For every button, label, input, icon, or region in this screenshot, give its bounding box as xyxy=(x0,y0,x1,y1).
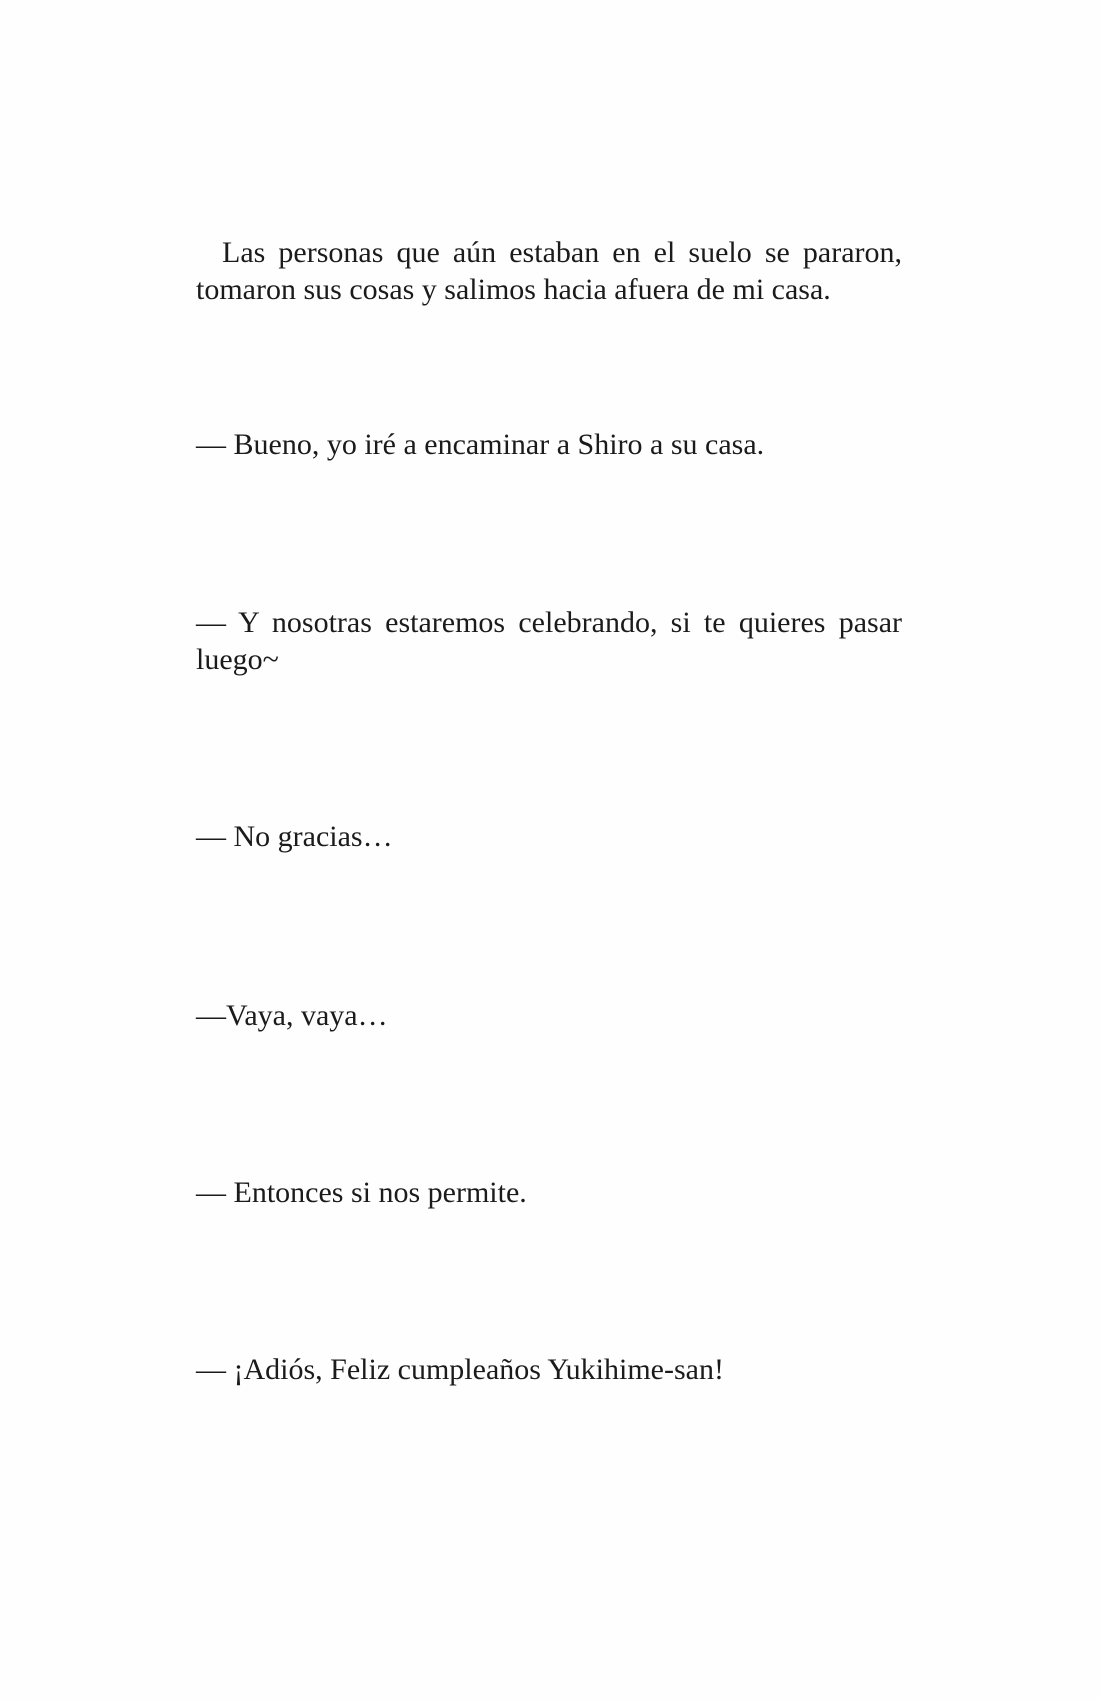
narrative-paragraph: Las personas que aún estaban en el suelo se pararon, tomaron sus cosas y salimos hacia afuera de mi casa. xyxy=(196,236,902,306)
dialogue-line: —Vaya, vaya… xyxy=(196,999,388,1032)
dialogue-line: — Entonces si nos permite. xyxy=(196,1176,527,1209)
dialogue-line: — No gracias… xyxy=(196,820,393,853)
dialogue-line: — Y nosotras estaremos celebrando, si te quieres pasar luego~ xyxy=(196,606,902,676)
dialogue-line: — Bueno, yo iré a encaminar a Shiro a su casa. xyxy=(196,428,765,461)
dialogue-line: — ¡Adiós, Feliz cumpleaños Yukihime-san! xyxy=(196,1353,724,1386)
